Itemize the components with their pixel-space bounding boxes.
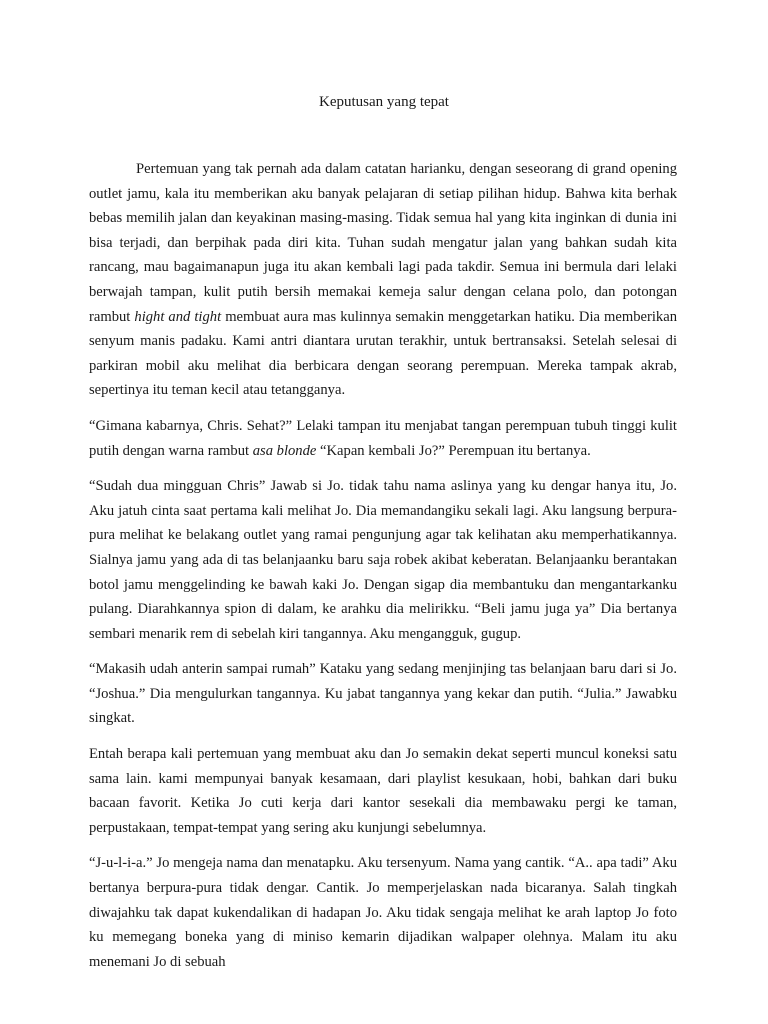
paragraph-2-part-1: “Gimana kabarnya, Chris. Sehat?” Lelaki tampan itu menjabat tangan perempuan tubuh tinggi kulit putih dengan warna rambut	[89, 417, 677, 459]
document-body	[89, 157, 677, 985]
paragraph-1-part-1: Pertemuan yang tak pernah ada dalam catatan harianku, dengan seseorang di grand opening outlet jamu, kala itu memberikan aku banyak pelajaran di setiap pilihan hidup. Bahwa kita berhak bebas memilih jalan dan keyakinan masing-masing. Tidak semua hal yang kita inginkan di dunia ini bisa terjadi, dan berpihak pada diri kita. Tuhan sudah mengatur jalan yang bahkan sudah kita rancang, mau bagaimanapun juga itu akan kembali lagi pada takdir. Semua ini bermula dari lelaki berwajah tampan, kulit putih bersih memakai kemeja salur dengan celana polo, dan potongan rambut	[89, 161, 677, 325]
paragraph-2-italic-phrase: asa blonde	[252, 442, 317, 459]
paragraph-6: “J-u-l-i-a.” Jo mengeja nama dan menatapku. Aku tersenyum. Nama yang cantik. “A.. apa tadi” Aku bertanya berpura-pura tidak dengar. Cantik. Jo memperjelaskan nada bicaranya. Salah tingkah diwajahku tak dapat kukendalikan di hadapan Jo. Aku tidak sengaja melihat ke arah laptop Jo foto ku memegang boneka yang di miniso kemarin dijadikan walpaper olehnya. Malam itu aku menemani Jo di sebuah	[89, 855, 677, 970]
paragraph-5: Entah berapa kali pertemuan yang membuat aku dan Jo semakin dekat seperti muncul koneksi satu sama lain. kami mempunyai banyak kesamaan, dari playlist kesukaan, hobi, bahkan dari buku bacaan favorit. Ketika Jo cuti kerja dari kantor sesekali dia membawaku pergi ke taman, perpustakaan, tempat-tempat yang sering aku kunjungi sebelumnya.	[89, 746, 677, 836]
paragraph-2-part-2: “Kapan kembali Jo?” Perempuan itu bertanya.	[316, 442, 591, 459]
paragraph-1-part-2: membuat aura mas kulinnya semakin menggetarkan hatiku. Dia memberikan senyum manis padaku. Kami antri diantara urutan terakhir, untuk bertransaksi. Setelah selesai di parkiran mobil aku melihat dia berbicara dengan seorang perempuan. Mereka tampak akrab, sepertinya itu teman kecil atau tetangganya.	[89, 308, 677, 399]
document-title: Keputusan yang tepat	[319, 94, 449, 110]
paragraph-1	[89, 157, 677, 403]
paragraph-2	[89, 414, 677, 463]
paragraph-3: “Sudah dua mingguan Chris” Jawab si Jo. tidak tahu nama aslinya yang ku dengar hanya itu, Jo. Aku jatuh cinta saat pertama kali melihat Jo. Dia memandangiku sekali lagi. Aku langsung berpura- pura melihat ke belakang outlet yang ramai pengunjung agar tak kelihatan aku memperhatikannya. Sialnya jamu yang ada di tas belanjaanku baru saja robek akibat keberatan. Belanjaanku berantakan botol jamu menggelinding ke bawah kaki Jo. Dengan sigap dia membantuku dan mengantarkanku pulang. Diarahkannya spion di dalam, ke arahku dia melirikku. “Beli jamu juga ya” Dia bertanya sembari menarik rem di sebelah kiri tangannya. Aku mengangguk, gugup.	[89, 478, 677, 642]
paragraph-1-italic-phrase: hight and tight	[134, 308, 222, 325]
paragraph-4: “Makasih udah anterin sampai rumah” Kataku yang sedang menjinjing tas belanjaan baru dari si Jo. “Joshua.” Dia mengulurkan tangannya. Ku jabat tangannya yang kekar dan putih. “Julia.” Jawabku singkat.	[89, 661, 677, 727]
